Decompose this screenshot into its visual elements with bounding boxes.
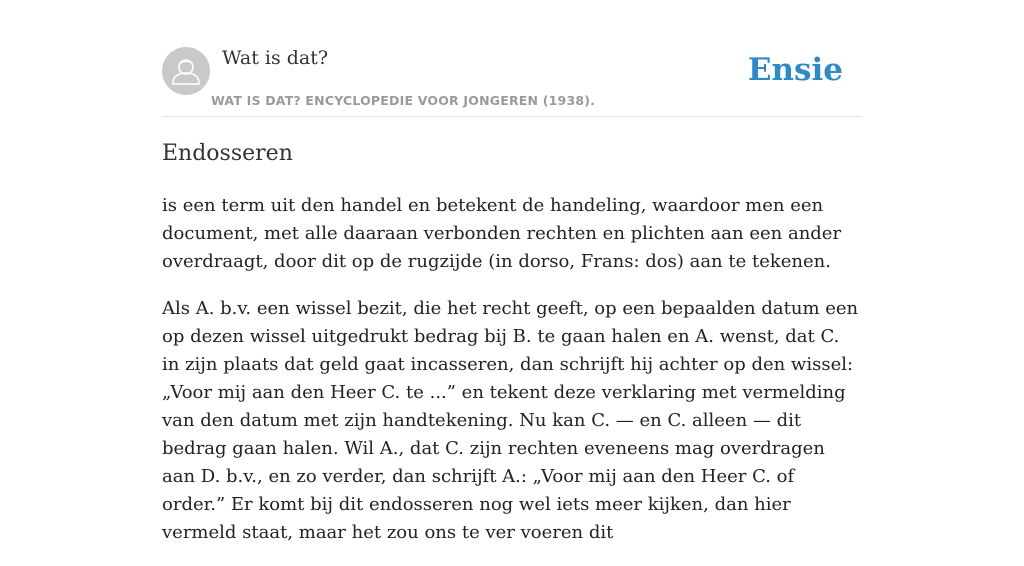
page-container bbox=[162, 0, 862, 543]
user-icon-graphic bbox=[162, 47, 210, 95]
entry-body bbox=[162, 192, 862, 566]
entry-paragraph: Als A. b.v. een wissel bezit, die het recht geeft, op een bepaalden datum een op dezen wissel uitgedrukt bedrag bij B. te gaan halen en A. wenst, dat C. in zijn plaats dat geld gaat incasseren, dan schrijft hij achter op den wissel: „Voor mij aan den Heer C. te ...” en tekent deze verklaring met vermelding van den datum met zijn handtekening. Nu kan C. — en C. alleen — dit bedrag gaan halen. Wil A., dat C. zijn rechten eveneens mag overdragen aan D. b.v., en zo verder, dan schrijft A.: „Voor mij aan den Heer C. of order.” Er komt bij dit endosseren nog wel iets meer kijken, dan hier vermeld staat, maar het zou ons te ver voeren dit bbox=[162, 298, 859, 543]
source-subtitle[interactable]: WAT IS DAT? ENCYCLOPEDIE VOOR JONGEREN (1938). bbox=[211, 93, 596, 108]
site-logo[interactable]: Ensie bbox=[747, 52, 843, 88]
entry-title: Endosseren bbox=[162, 141, 293, 166]
source-title[interactable]: Wat is dat? bbox=[222, 47, 329, 69]
entry-paragraph: is een term uit den handel en betekent de handeling, waardoor men een document, met alle daaraan verbonden rechten en plichten aan een ander overdraagt, door dit op de rugzijde (in dorso, Frans: dos) aan te tekenen. bbox=[162, 195, 842, 272]
user-icon[interactable] bbox=[162, 47, 210, 95]
source-header bbox=[162, 0, 862, 117]
